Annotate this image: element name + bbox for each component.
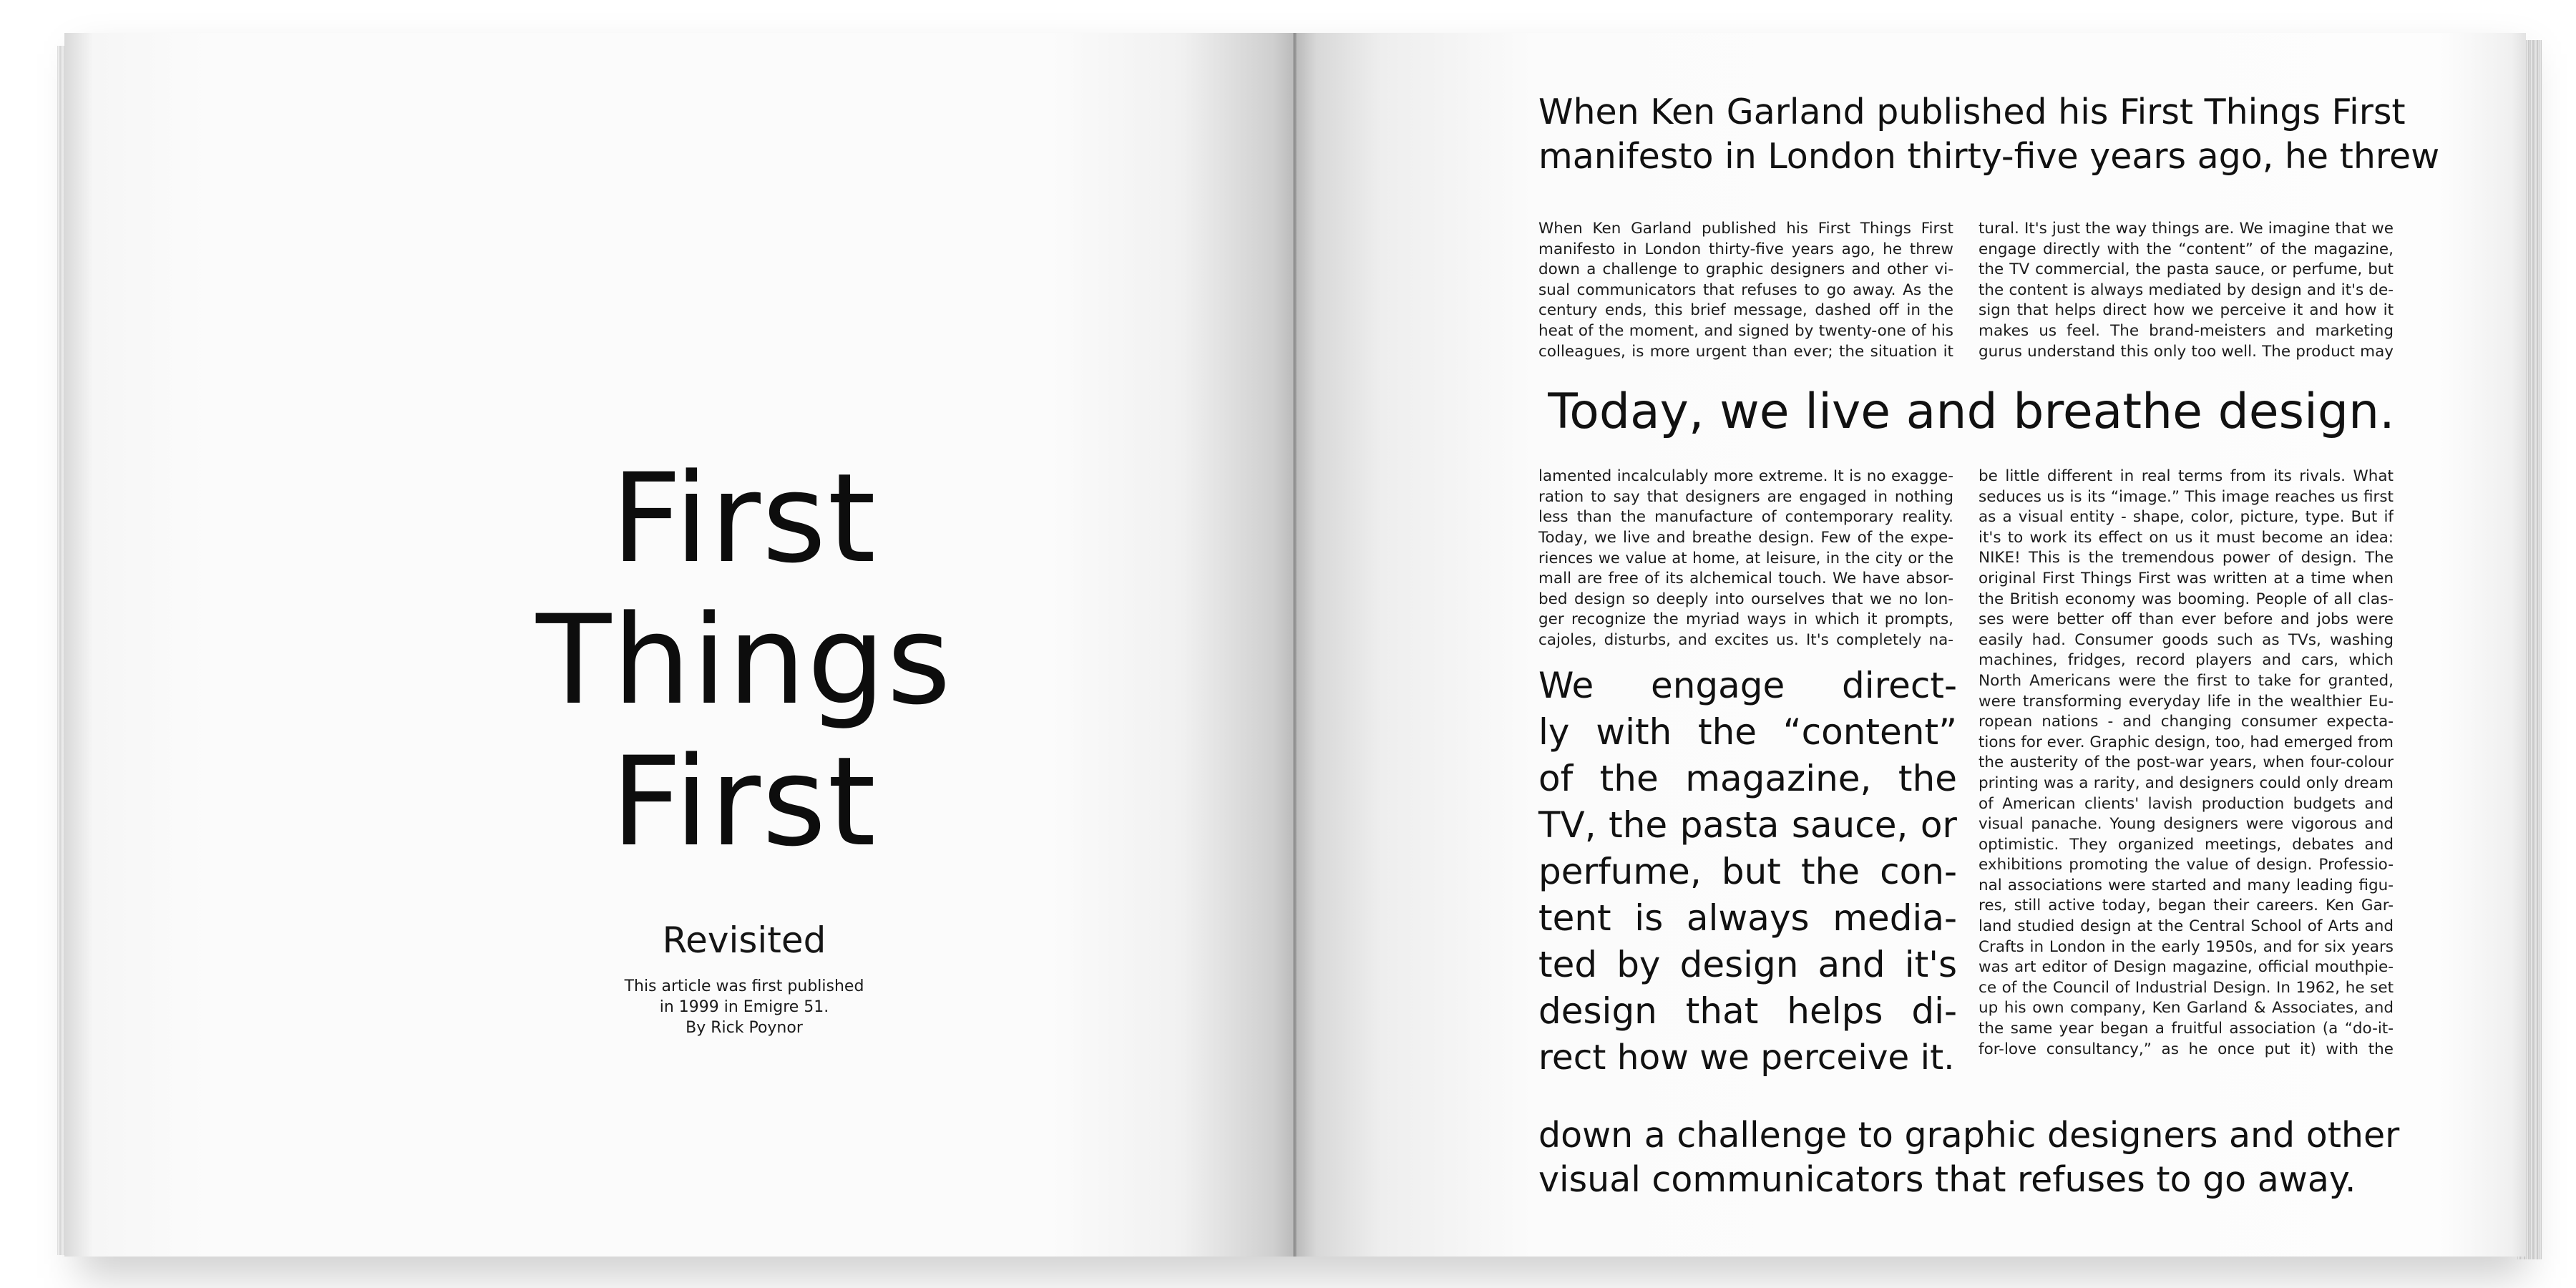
lead-line: manifesto in London thirty-five years ago, he threw xyxy=(1538,136,2440,177)
text-line: exhibitions promoting the value of design. Professio- xyxy=(1979,856,2394,874)
text-line: lamented incalculably more extreme. It is no exagge- xyxy=(1538,467,1953,485)
text-line: as a visual entity - shape, color, picture, type. But if xyxy=(1979,508,2394,527)
right-page xyxy=(1295,33,2526,1257)
open-book xyxy=(64,33,2526,1257)
left-page xyxy=(64,33,1295,1257)
text-line: bed design so deeply into ourselves that we no lon- xyxy=(1538,590,1953,608)
text-line: TV, the pasta sauce, or xyxy=(1538,804,1957,846)
text-line: ses were better off than ever before and jobs were xyxy=(1979,610,2394,629)
body-column-right-bottom xyxy=(1979,467,2394,1060)
closing-line: down a challenge to graphic designers and other xyxy=(1538,1115,2400,1156)
text-line: ted by design and it's xyxy=(1538,944,1957,985)
text-line: the British economy was booming. People of all clas- xyxy=(1979,590,2394,608)
body-column-left-bottom xyxy=(1538,467,1953,650)
title-line-2: Things xyxy=(536,588,952,732)
text-line: ration to say that designers are engaged in nothing xyxy=(1538,487,1953,506)
text-line: visual panache. Young designers were vigorous and xyxy=(1979,815,2394,834)
text-line: nal associations were started and many leading figu- xyxy=(1979,876,2394,894)
text-line: NIKE! This is the tremendous power of design. The xyxy=(1979,549,2394,567)
text-line: less than the manufacture of contemporary reality. xyxy=(1538,508,1953,527)
text-line: land studied design at the Central School of Arts and xyxy=(1979,917,2394,936)
main-title xyxy=(444,448,1045,873)
text-line: for-love consultancy,” as he once put it) with the xyxy=(1979,1040,2394,1058)
closing-line: visual communicators that refuses to go away. xyxy=(1538,1159,2356,1200)
text-line: printing was a rarity, and designers could only dream xyxy=(1979,774,2394,792)
text-line: down a challenge to graphic designers and other vi- xyxy=(1538,260,1953,279)
title-block xyxy=(444,448,1045,1038)
text-line: North Americans were the first to take for granted, xyxy=(1979,671,2394,690)
text-line: of the magazine, the xyxy=(1538,758,1957,799)
text-line: ly with the “content” xyxy=(1538,711,1957,753)
text-line: tural. It's just the way things are. We imagine that we xyxy=(1979,220,2394,238)
text-line: original First Things First was written at a time when xyxy=(1979,569,2394,587)
closing-paragraph xyxy=(1538,1113,2404,1202)
text-line: When Ken Garland published his First Things First xyxy=(1538,220,1953,238)
text-line: rect how we perceive it. xyxy=(1538,1038,1955,1078)
body-column-right-top xyxy=(1979,219,2394,362)
text-line: riences we value at home, at leisure, in the city or the xyxy=(1538,550,1953,567)
text-line: were transforming everyday life in the wealthier Eu- xyxy=(1979,692,2394,711)
text-line: design that helps di- xyxy=(1538,990,1957,1032)
text-line: century ends, this brief message, dashed off in the xyxy=(1538,301,1953,320)
subtitle: Revisited xyxy=(662,919,826,961)
text-line: machines, fridges, record players and cars, which xyxy=(1979,651,2394,670)
title-line-3: First xyxy=(611,730,877,874)
note-line-1: This article was first published xyxy=(624,977,864,995)
text-line: ropean nations - and changing consumer expecta- xyxy=(1979,713,2394,731)
text-line: tions for ever. Graphic design, too, had emerged from xyxy=(1979,733,2394,751)
text-line: the austerity of the post-war years, when four-colour xyxy=(1979,753,2394,772)
text-line: manifesto in London thirty-five years ago, he threw xyxy=(1538,240,1953,258)
text-line: mall are free of its alchemical touch. We have absor- xyxy=(1538,569,1953,587)
text-line: easily had. Consumer goods such as TVs, washing xyxy=(1979,630,2394,649)
text-line: heat of the moment, and signed by twenty-one of his xyxy=(1538,321,1953,340)
pull-quote: Today, we live and breathe design. xyxy=(1548,384,2395,440)
text-line: gurus understand this only too well. The product may xyxy=(1979,342,2394,361)
book-gutter xyxy=(1293,33,1297,1257)
note-line-3: By Rick Poynor xyxy=(686,1019,803,1037)
text-line: the same year began a fruitful association (a “do-it- xyxy=(1979,1020,2394,1038)
text-line: cajoles, disturbs, and excites us. It's completely na- xyxy=(1538,630,1953,649)
text-line: Crafts in London in the early 1950s, and for six years xyxy=(1979,937,2394,956)
text-line: the content is always mediated by design and it's de- xyxy=(1979,280,2394,299)
text-line: seduces us is its “image.” This image reaches us first xyxy=(1979,487,2394,506)
text-line: tent is always media- xyxy=(1538,897,1957,939)
text-line: res, still active today, began their careers. Ken Gar- xyxy=(1979,897,2394,915)
text-line: sual communicators that refuses to go away. As the xyxy=(1538,280,1953,299)
text-line: We engage direct- xyxy=(1538,665,1957,706)
text-line: colleagues, is more urgent than ever; the situation it xyxy=(1538,342,1953,361)
text-line: optimistic. They organized meetings, debates and xyxy=(1979,835,2394,854)
text-line: makes us feel. The brand-meisters and marketing xyxy=(1979,321,2394,340)
text-line: ger recognize the myriad ways in which it prompts, xyxy=(1538,610,1953,629)
text-line: engage directly with the “content” of the magazine, xyxy=(1979,240,2394,258)
text-line: perfume, but the con- xyxy=(1538,851,1957,892)
lead-paragraph xyxy=(1538,90,2440,179)
text-line: be little different in real terms from its rivals. What xyxy=(1979,467,2394,485)
title-line-1: First xyxy=(611,447,877,590)
text-line: of American clients' lavish production budgets and xyxy=(1979,794,2394,813)
body-column-left-top xyxy=(1538,219,1953,362)
text-line: up his own company, Ken Garland & Associates, and xyxy=(1979,999,2394,1018)
large-quote xyxy=(1538,663,1957,1081)
text-line: ce of the Council of Industrial Design. In 1962, he set xyxy=(1979,978,2394,997)
note-line-2: in 1999 in Emigre 51. xyxy=(659,998,829,1016)
lead-line: When Ken Garland published his First Things First xyxy=(1538,92,2406,132)
text-line: was art editor of Design magazine, official mouthpie- xyxy=(1979,958,2394,977)
text-line: it's to work its effect on us it must become an idea: xyxy=(1979,528,2394,547)
text-line: Today, we live and breathe design. Few of the expe- xyxy=(1538,528,1953,547)
text-line: the TV commercial, the pasta sauce, or perfume, but xyxy=(1979,260,2394,279)
publication-note xyxy=(444,976,1045,1038)
text-line: sign that helps direct how we perceive it and how it xyxy=(1979,301,2394,320)
